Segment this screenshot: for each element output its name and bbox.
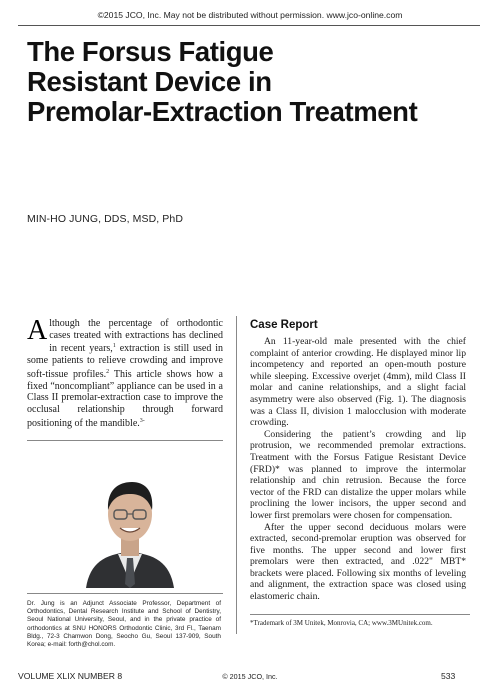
citation-superscript: 3- (139, 417, 145, 424)
title-line: The Forsus Fatigue (27, 36, 274, 67)
author-byline: MIN-HO JUNG, DDS, MSD, PhD (27, 213, 184, 225)
bio-divider (27, 593, 223, 594)
column-divider (236, 316, 237, 634)
abstract-divider (27, 440, 223, 441)
abstract-text: This article shows how a fixed “noncompliant” appliance can be used in a Class II premolar-extraction case to improve the occlusal relationship through forward positioning of the mandible. (27, 368, 223, 429)
author-bio: Dr. Jung is an Adjunct Associate Professor, Department of Orthodontics, Dental Research Institute and School of Dentistry, Seoul National University, Seoul, and in the private practice of orthodontics at SNU HONORS Orthodontic Clinic, 3rd Fl., Taenam Bldg., 72-3 Chamwon Dong, Seocho Gu, Seoul 137-909, South Korea; e-mail: forth@chol.com. (27, 600, 221, 649)
copyright-notice: ©2015 JCO, Inc. May not be distributed without permission. www.jco-online.com (97, 10, 403, 20)
abstract-text: extraction is still used in some patients to relieve crowding and improve soft-tissue profiles. (27, 343, 223, 380)
volume-label: VOLUME XLIX NUMBER 8 (18, 671, 123, 681)
author-photo (82, 470, 178, 588)
body-paragraph: After the upper second deciduous molars were extracted, second-premolar eruption was observed for five months. The upper second and lower first premolars were then extracted, and .022" MBT* brackets were placed. Following six months of leveling and alignment, the extraction space was closed using elastomeric chain. (250, 521, 466, 603)
case-report-body (250, 336, 466, 603)
footnote: *Trademark of 3M Unitek, Monrovia, CA; www.3MUnitek.com. (250, 619, 433, 627)
citation-superscript: 1 (112, 343, 116, 350)
drop-cap: A (27, 315, 48, 346)
abstract-text: lthough the percentage of orthodontic cases treated with extractions has declined in recent years, (49, 318, 223, 355)
body-paragraph: An 11-year-old male presented with the chief complaint of anterior crowding. He displayed minor lip incompetency and reported an open-mouth posture while sleeping. Excessive overjet (4mm), mild Class II molar and canine relationships, and a slight facial asymmetry were also observed (Fig. 1). The diagnosis was a Class II, division 1 malocclusion with moderate crowding. (250, 336, 466, 429)
article-title (27, 37, 467, 127)
page-number: 533 (441, 671, 456, 681)
footer-copyright: © 2015 JCO, Inc. (222, 672, 278, 681)
title-line: Premolar-Extraction Treatment (27, 96, 418, 127)
header-divider (18, 25, 480, 26)
body-paragraph: Considering the patient’s crowding and lip protrusion, we recommended premolar extractions. Treatment with the Forsus Fatigue Resistant Device (FRD)* was planned to improve the intermolar relationship and chin retrusion. Because the force vector of the FRD can distalize the upper molars while proclining the lower incisors, the upper second and lower first premolars were chosen for compensation. (250, 428, 466, 521)
abstract (27, 315, 223, 429)
section-heading: Case Report (250, 319, 318, 331)
citation-superscript: 2 (106, 368, 110, 375)
title-line: Resistant Device in (27, 66, 272, 97)
footnote-divider (250, 614, 470, 615)
